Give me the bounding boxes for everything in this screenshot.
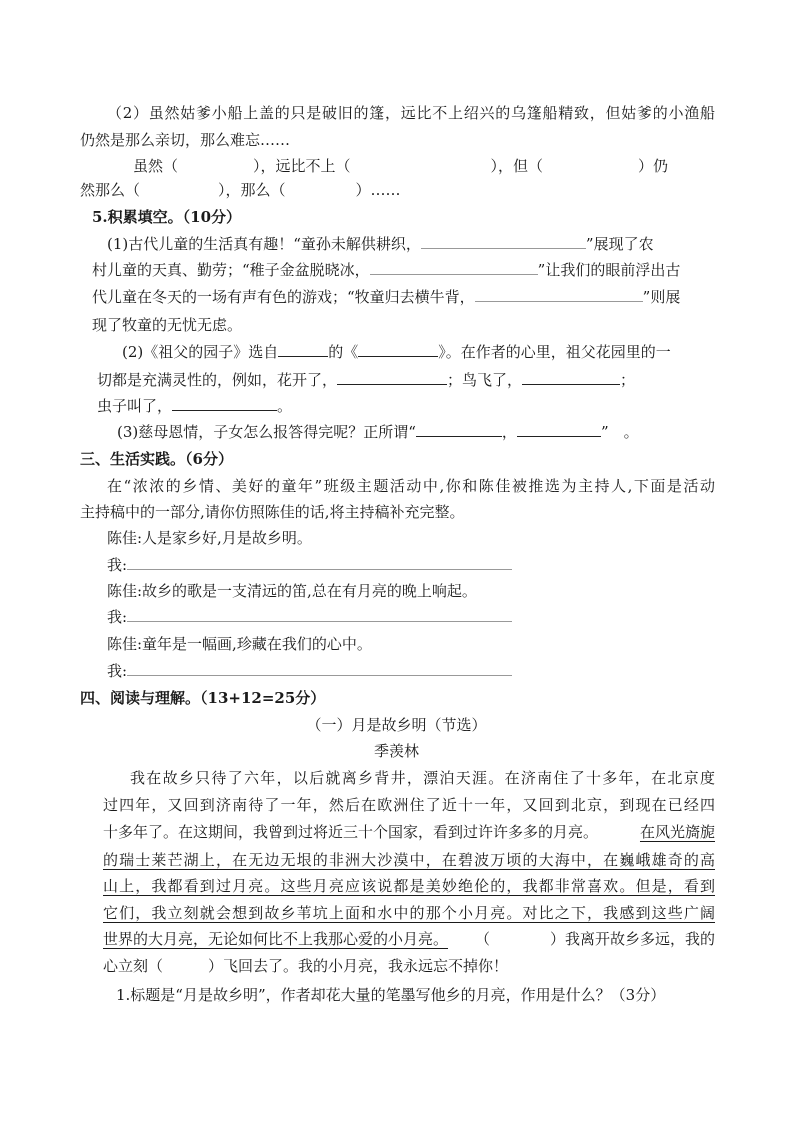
answer-blank[interactable] bbox=[358, 342, 438, 357]
text: （ ）我离开故乡多远，我的 bbox=[474, 930, 715, 948]
text: 。 bbox=[277, 397, 293, 415]
passage-line-underlined: 的瑞士莱芒湖上，在无边无垠的非洲大沙漠中，在碧波万顷的大海中，在巍峨雄奇的高 bbox=[103, 851, 715, 869]
passage-line: 我在故乡只待了六年，以后就离乡背井，漂泊天涯。在济南住了十多年，在北京度 bbox=[130, 769, 715, 787]
text: ”则展 bbox=[642, 288, 681, 306]
sentence-line: 仍然是那么亲切，那么难忘…… bbox=[80, 131, 291, 149]
sentence-pattern-line bbox=[80, 180, 401, 200]
passage-title: （一）月是故乡明（节选） bbox=[306, 716, 487, 734]
answer-blank[interactable] bbox=[370, 260, 538, 275]
passage-line-underlined: 它们，我立刻就会想到故乡苇坑上面和水中的那个小月亮。对比之下，我感到这些广阔 bbox=[103, 904, 715, 922]
question-heading: 5.积累填空。（10分） bbox=[92, 208, 242, 226]
underlined-text: 在风光旖旎 bbox=[639, 823, 715, 841]
fill-line bbox=[97, 370, 635, 390]
text: ， bbox=[501, 423, 517, 441]
answer-blank[interactable] bbox=[127, 607, 512, 622]
answer-blank[interactable] bbox=[475, 287, 643, 302]
text: 代儿童在冬天的一场有声有色的游戏；“牧童归去横牛背， bbox=[92, 288, 475, 306]
text: 村儿童的天真、勤劳；“稚子金盆脱晓冰， bbox=[92, 261, 370, 279]
passage-author: 季羡林 bbox=[373, 742, 419, 760]
text: 切都是充满灵性的，例如，花开了， bbox=[97, 371, 338, 389]
answer-blank[interactable] bbox=[517, 422, 601, 437]
answer-blank[interactable] bbox=[127, 555, 512, 570]
fill-line bbox=[107, 234, 654, 254]
answer-blank[interactable] bbox=[421, 234, 586, 249]
fill-line bbox=[92, 287, 680, 307]
answer-blank[interactable] bbox=[416, 422, 502, 437]
text: ” 。 bbox=[600, 423, 639, 441]
text: ”让我们的眼前浮出古 bbox=[537, 261, 681, 279]
fill-line: 现了牧童的无忧无虑。 bbox=[92, 316, 243, 334]
fill-line bbox=[92, 260, 680, 280]
text: 我: bbox=[107, 608, 128, 626]
text: ； bbox=[620, 371, 636, 389]
passage-line: 心立刻（ ）飞回去了。我的小月亮，我永远忘不掉你！ bbox=[103, 957, 509, 975]
fill-line bbox=[97, 396, 292, 416]
sentence-pattern-line bbox=[133, 156, 715, 176]
text: 》。在作者的心里，祖父花园里的一 bbox=[438, 343, 671, 361]
text: ），那么（ bbox=[218, 181, 286, 199]
text: ）…… bbox=[355, 181, 401, 199]
text: ”展现了农 bbox=[585, 235, 654, 253]
text: 我: bbox=[107, 662, 128, 680]
passage-line bbox=[103, 929, 715, 949]
passage-line-underlined: 山上，我都看到过月亮。这些月亮应该说都是美妙绝伦的，我都非常喜欢。但是，看到 bbox=[103, 877, 715, 895]
answer-blank[interactable] bbox=[127, 661, 512, 676]
underlined-text: 世界的大月亮，无论如何比不上我那心爱的小月亮。 bbox=[103, 930, 449, 948]
text: 然那么（ bbox=[80, 181, 141, 199]
dialogue-speaker: 陈佳:人是家乡好,月是故乡明。 bbox=[107, 529, 312, 547]
text: 的《 bbox=[328, 343, 359, 361]
intro-line: 主持稿中的一部分,请你仿照陈佳的话,将主持稿补充完整。 bbox=[80, 503, 465, 521]
sentence-line: （2）虽然姑爹小船上盖的只是破旧的篷，远比不上绍兴的乌篷船精致，但姑爹的小渔船 bbox=[107, 104, 715, 122]
question-1: 1.标题是“月是故乡明”，作者却花大量的笔墨写他乡的月亮，作用是什么？（3分） bbox=[116, 986, 666, 1004]
text: ），远比不上（ bbox=[253, 157, 351, 175]
dialogue-me bbox=[107, 661, 512, 681]
text: (1)古代儿童的生活真有趣！“童孙未解供耕织， bbox=[107, 235, 421, 253]
text: 虽然（ bbox=[133, 157, 179, 175]
dialogue-speaker: 陈佳:童年是一幅画,珍藏在我们的心中。 bbox=[107, 635, 372, 653]
text: (3)慈母恩情，子女怎么报答得完呢？正所谓“ bbox=[117, 423, 416, 441]
fill-line bbox=[122, 342, 671, 362]
text: 虫子叫了， bbox=[97, 397, 173, 415]
passage-line bbox=[103, 822, 715, 842]
text: ；鸟飞了， bbox=[447, 371, 523, 389]
text: 我: bbox=[107, 556, 128, 574]
answer-blank[interactable] bbox=[172, 396, 277, 411]
dialogue-speaker: 陈佳:故乡的歌是一支清远的笛,总在有月亮的晚上响起。 bbox=[107, 582, 477, 600]
text: (2)《祖父的园子》选自 bbox=[122, 343, 279, 361]
text: ），但（ bbox=[490, 157, 544, 175]
answer-blank[interactable] bbox=[278, 342, 328, 357]
section-heading: 四、阅读与理解。（13+12=25分） bbox=[80, 689, 326, 707]
text: 十多年了。在这期间，我曾到过将近三十个国家，看到过许许多多的月亮。 bbox=[103, 823, 599, 841]
text: ）仍 bbox=[638, 157, 669, 175]
section-heading: 三、生活实践。（6分） bbox=[80, 450, 233, 468]
answer-blank[interactable] bbox=[337, 370, 447, 385]
dialogue-me bbox=[107, 607, 512, 627]
answer-blank[interactable] bbox=[522, 370, 620, 385]
dialogue-me bbox=[107, 555, 512, 575]
fill-line bbox=[117, 422, 639, 442]
intro-line: 在“浓浓的乡情、美好的童年”班级主题活动中,你和陈佳被推选为主持人,下面是活动 bbox=[107, 477, 715, 495]
passage-line: 过四年，又回到济南待了一年，然后在欧洲住了近十一年，又回到北京，到现在已经四 bbox=[103, 796, 715, 814]
